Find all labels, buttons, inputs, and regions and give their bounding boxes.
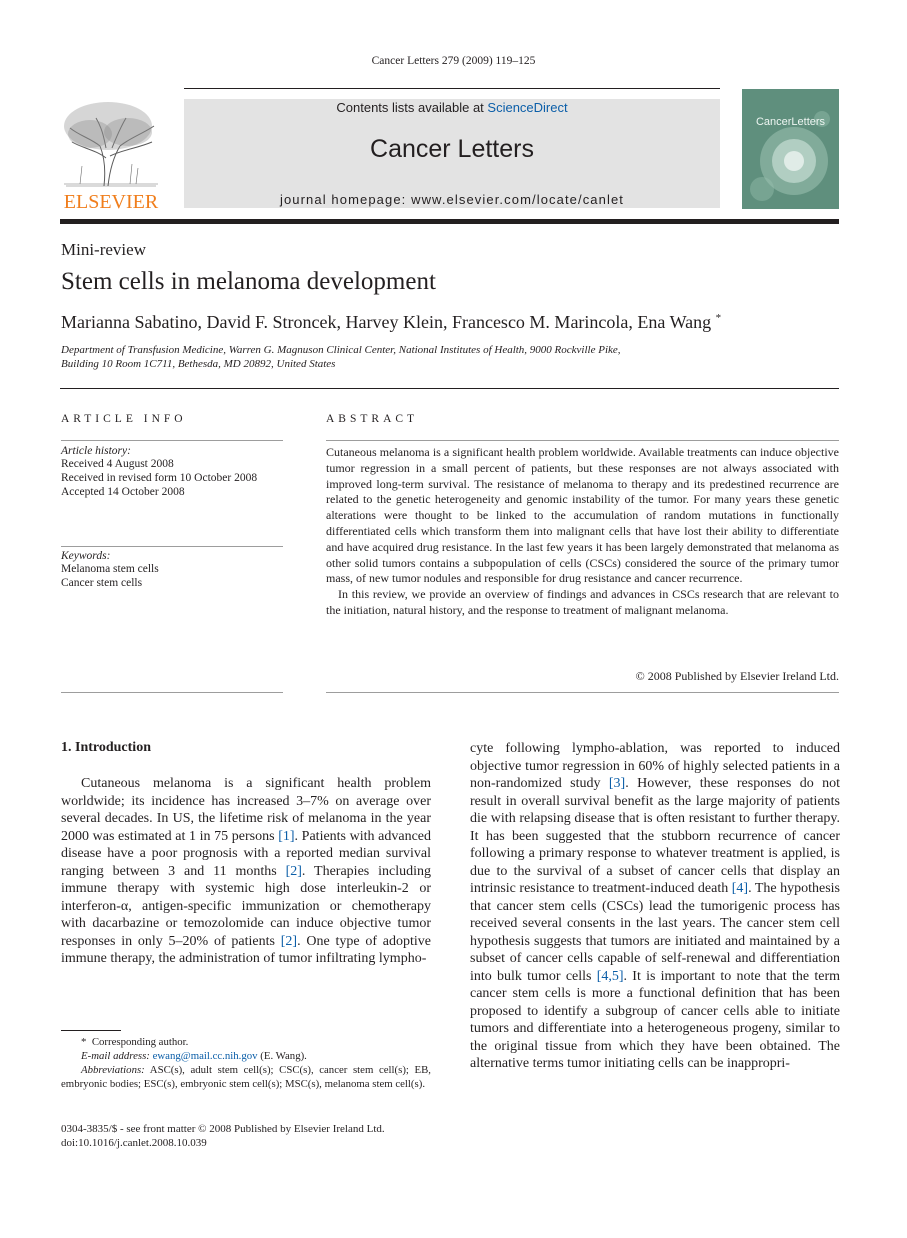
email-suffix: (E. Wang). [257,1050,307,1062]
contents-available [184,100,720,115]
text-run: . It is important to note that the term cancer stem cells is more a functional definition that has been proposed to identify a subgroup of cancer cells able to initiate tumors and differentiate into a heterogeneous progeny, similar to the original tissue from which they have been obtained. The alternative terms tumor initiating cells can be inappropri- [470,968,841,1071]
text-run: . The hypothesis that cancer stem cells (CSCs) lead the tumorigenic process has received several consents in the last years. The cancer stem cell hypothesis suggests that tumors are initiated and maintained by a subset of cancer cells capable of self-renewal and differentiation into bulk tumor cells [470,881,841,984]
corresponding-note [61,1035,431,1049]
article-title: Stem cells in melanoma development [61,268,436,295]
citation-ref-3[interactable]: [3] [608,776,626,791]
keyword-item: Melanoma stem cells [61,563,159,575]
intro-paragraph-continued [470,740,840,1073]
text-run: . Patients with advanced disease have a poor prognosis with a reported median survival ranging between 3 and 11 months [61,828,432,879]
title-bottom-rule [60,388,839,389]
article-history [61,445,257,499]
elsevier-wordmark: ELSEVIER [63,191,159,210]
cover-title: CancerLetters [755,116,826,128]
abstract-rule [326,440,839,441]
intro-paragraph-1 [61,775,431,968]
affiliation [61,343,621,371]
email-link[interactable]: ewang@mail.cc.nih.gov [152,1050,258,1062]
footnote [61,1035,431,1091]
citation-ref-4[interactable]: [4] [731,881,749,896]
history-label: Article history: [61,445,131,457]
citation-ref-2b[interactable]: [2] [280,933,298,949]
corresponding-label: Corresponding author. [91,1036,189,1048]
abbreviations-label: Abbreviations: [81,1064,145,1076]
abstract-body [326,445,839,619]
article-info-heading: ARTICLE INFO [61,413,187,425]
text-run: Cutaneous melanoma is a significant health problem worldwide; its incidence has increased 3–7% on average over several decades. In US, the lifetime risk of melanoma in the year 2000 was estimated at 1 in 75 persons [61,776,431,844]
email-label: E-mail address: [81,1050,150,1062]
body-right-column [470,740,840,1073]
citation-ref-4-5[interactable]: [4,5] [596,968,624,984]
article-identifiers [61,1122,385,1150]
footnote-mark: * [81,1036,87,1048]
text-run: . One type of adoptive immune therapy, the administration of tumor infiltrating lympho- [61,933,432,966]
article-type: Mini-review [61,240,146,259]
affiliation-line-2: Building 10 Room 1C711, Bethesda, MD 20892, United States [61,358,336,370]
text-run: . However, these responses do not result in overall survival benefit as the large majority of patients die with relapsing disease that is often resistant to further therapy. It has been suggested that the stubborn recurrence of cancer following a primary response to whatever treatment is applied, is due to the survival of a subset of cancer cells that display an intrinsic resistance to treatment-induced death [470,776,840,896]
authors-text: Marianna Sabatino, David F. Stroncek, Harvey Klein, Francesco M. Marincola, Ena Wang [61,312,712,332]
elsevier-tree-icon [60,98,162,210]
abstract-paragraph-1: Cutaneous melanoma is a significant health problem worldwide. Available treatments can induce objective tumor regression in a small percent of patients, but these responses are not always associated with improved long-term survival. The resistance of melanoma to therapy and its predestined recurrence are related to the genetic heterogeneity and genomic instability of the tumor. For many years these genetic alterations were thought to be linked to the accumulation of random mutations in functionally differentiated cells which transform them into malignant cells that have lost their ability to differentiate and have acquired drug resistance. In the last few years it has been largely demonstrated that melanoma as other solid tumors contains a subpopulation of cells (CSCs) considered the source of the primary tumor mass, of new tumor nodules and responsible for drug resistance and cancer recurrence. [326,445,839,586]
journal-cover [742,89,839,209]
elsevier-logo [60,98,162,210]
journal-homepage[interactable]: journal homepage: www.elsevier.com/locate/canlet [279,192,624,207]
doi-line[interactable]: doi:10.1016/j.canlet.2008.10.039 [61,1137,207,1149]
text-run: . Therapies including immune therapy with systemic high dose interleukin-2 or interferon-α, antigen-specific immunization or chemotherapy with dacarbazine or temozolomide can induce objective tumor responses in only 5–20% of patients [61,863,431,949]
author-list [61,312,721,333]
revised-date: Received in revised form 10 October 2008 [61,472,258,484]
keywords [61,550,159,590]
keywords-rule [61,546,283,547]
accepted-date: Accepted 14 October 2008 [61,486,185,498]
abstract-bottom-rule [326,692,839,693]
article-info-rule [61,440,283,441]
header-thick-rule [60,219,839,224]
keyword-item: Cancer stem cells [61,577,143,589]
keywords-label: Keywords: [61,550,111,562]
sciencedirect-link[interactable]: ScienceDirect [487,100,568,115]
issn-line: 0304-3835/$ - see front matter © 2008 Published by Elsevier Ireland Ltd. [61,1123,385,1135]
contents-prefix: Contents lists available at [336,100,488,115]
received-date: Received 4 August 2008 [61,458,174,470]
affiliation-line-1: Department of Transfusion Medicine, Warren G. Magnuson Clinical Center, National Institutes of Health, 9000 Rockville Pike, [61,344,621,356]
article-info-bottom-rule [61,692,283,693]
cover-art-icon [742,89,839,209]
abbreviations-text: ASC(s), adult stem cell(s); CSC(s), cancer stem cell(s); EB, embryonic bodies; ESC(s), embryonic stem cell(s); MSC(s), melanoma stem cell(s). [61,1064,431,1090]
corresponding-author-mark[interactable]: * [715,312,722,324]
abstract-copyright: © 2008 Published by Elsevier Ireland Ltd. [635,669,839,683]
footnote-rule [61,1030,121,1031]
citation-ref-2[interactable]: [2] [285,863,302,879]
citation-ref-1[interactable]: [1] [278,828,295,844]
header-top-rule [184,88,720,89]
journal-citation: Cancer Letters 279 (2009) 119–125 [371,55,536,67]
abbreviations-note [61,1063,431,1091]
section-title-introduction: 1. Introduction [61,740,151,755]
body-left-column [61,775,431,968]
journal-name: Cancer Letters [370,135,534,163]
abstract-paragraph-2: In this review, we provide an overview of findings and advances in CSCs research that are relevant to the initiation, natural history, and the response to treatment of malignant melanoma. [326,587,839,617]
email-note [61,1049,431,1063]
text-run: cyte following lympho-ablation, was reported to induced objective tumor regression in 60% of highly selected patients in a non-randomized study [470,741,840,791]
journal-banner [184,99,720,208]
abstract-heading: ABSTRACT [326,413,419,425]
